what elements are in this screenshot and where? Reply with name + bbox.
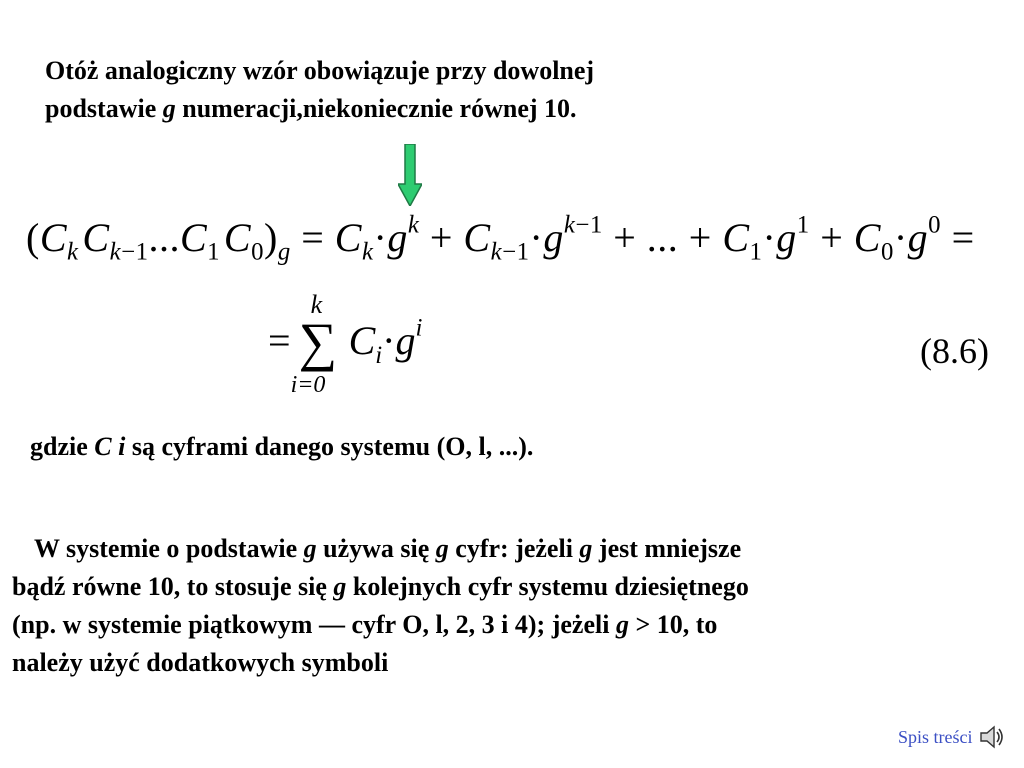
intro-line-1: Otóż analogiczny wzór obowiązuje przy dowolnej bbox=[45, 56, 595, 85]
where-paragraph bbox=[30, 428, 930, 466]
body-paragraph bbox=[12, 530, 1012, 682]
intro-variable-g: g bbox=[162, 94, 176, 123]
down-arrow-icon bbox=[398, 144, 422, 206]
formula-line-2: = k ∑ i=0 $C_i\cdot g^i$ bbox=[268, 290, 423, 398]
body-var-2: g bbox=[435, 534, 449, 563]
body-text-1: W systemie o podstawie bbox=[34, 534, 304, 563]
where-pre: gdzie bbox=[30, 432, 95, 461]
intro-line-2-post: numeracji,niekoniecznie równej 10. bbox=[175, 94, 577, 123]
body-text-6: kolejnych cyfr systemu dziesiętnego bbox=[346, 572, 749, 601]
body-text-3: cyfr: jeżeli bbox=[448, 534, 580, 563]
body-var-4: g bbox=[333, 572, 347, 601]
body-var-3: g bbox=[579, 534, 593, 563]
body-text-2: używa się bbox=[316, 534, 436, 563]
where-variable: C i bbox=[94, 432, 126, 461]
body-text-9: należy użyć dodatkowych symboli bbox=[12, 648, 389, 677]
body-var-1: g bbox=[303, 534, 317, 563]
formula-line-1: ($C_k$ $C_{k-1}...C_1$ $C_0)_g = C_k\cdot g^k + C_{k-1}\cdot g^{k-1}$ + ... + $C_1\cdot g^1 + C_0\cdot g^0$ = bbox=[26, 211, 975, 266]
where-post: są cyframi danego systemu (O, l, ...). bbox=[125, 432, 534, 461]
summation bbox=[290, 290, 341, 400]
body-text-7: (np. w systemie piątkowym — cyfr O, l, 2, 3 i 4); jeżeli bbox=[12, 610, 616, 639]
body-text-4: jest mniejsze bbox=[592, 534, 742, 563]
intro-paragraph bbox=[45, 52, 825, 128]
footer-nav bbox=[898, 724, 1005, 750]
table-of-contents-link[interactable]: Spis treści bbox=[898, 726, 973, 747]
sigma-symbol: ∑ bbox=[298, 312, 338, 372]
speaker-icon[interactable] bbox=[979, 724, 1005, 750]
sum-upper-limit: k bbox=[310, 290, 323, 319]
intro-line-2-pre: podstawie bbox=[45, 94, 163, 123]
body-text-8: > 10, to bbox=[628, 610, 718, 639]
equation-number: (8.6) bbox=[920, 331, 989, 371]
body-var-5: g bbox=[615, 610, 629, 639]
body-text-5: bądź równe 10, to stosuje się bbox=[12, 572, 334, 601]
sum-lower-limit: i=0 bbox=[290, 372, 326, 398]
